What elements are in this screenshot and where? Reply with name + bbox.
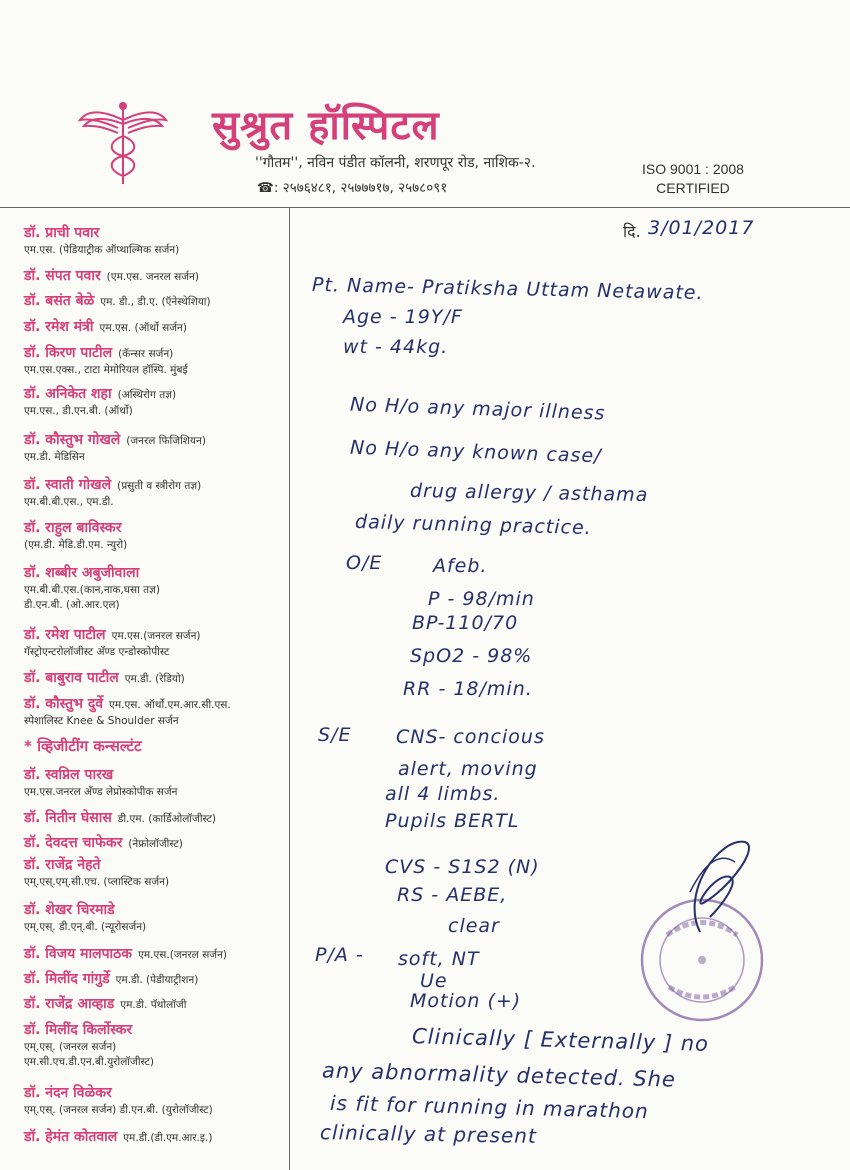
caduceus-icon bbox=[78, 98, 168, 188]
date-value: 3/01/2017 bbox=[648, 217, 755, 239]
column-divider bbox=[289, 208, 290, 1170]
doctor-entry bbox=[24, 834, 183, 850]
doctor-entry bbox=[24, 856, 169, 888]
doctor-entry bbox=[24, 669, 185, 685]
doctor-name: डॉ. मिलींद गांगुर्डे bbox=[24, 971, 110, 987]
doctor-name: डॉ. राजेंद्र आव्हाड bbox=[24, 996, 115, 1012]
doctor-entry bbox=[24, 945, 227, 961]
doctor-detail: एम्.एस्.एम्.सी.एच. (प्लास्टिक सर्जन) bbox=[24, 876, 170, 888]
doctor-name: डॉ. अनिकेत शहा bbox=[24, 386, 112, 402]
note-line: daily running practice. bbox=[354, 510, 593, 540]
doctor-name: डॉ. राजेंद्र नेहते bbox=[24, 857, 101, 873]
note-line: S/E bbox=[318, 724, 352, 746]
note-line: drug allergy / asthama bbox=[409, 479, 649, 507]
doctor-name: डॉ. मिलींद किर्लोस्कर bbox=[24, 1022, 133, 1038]
note-line: Afeb. bbox=[433, 555, 488, 577]
doctor-detail: एम.एस.एक्स., टाटा मेमोरियल हॉस्पि. मुंबई bbox=[24, 364, 188, 376]
hospital-name: सुश्रुत हॉस्पिटल bbox=[212, 103, 440, 149]
doctor-entry bbox=[24, 344, 188, 376]
doctor-name: डॉ. राहुल बाविस्कर bbox=[24, 520, 122, 536]
doctor-qualification: (जनरल फिजिशियन) bbox=[126, 435, 206, 447]
doctor-detail: एम.सी.एच.डी.एन.बी.युरोलॉजीस्ट) bbox=[24, 1055, 155, 1068]
doctor-entry bbox=[24, 476, 201, 508]
note-line: all 4 limbs. bbox=[385, 783, 501, 805]
doctor-entry bbox=[24, 519, 127, 551]
doctor-qualification: एम.डी. पॅथोलॉजी bbox=[120, 999, 187, 1011]
doctor-entry bbox=[24, 385, 176, 417]
hospital-address: ''गौतम'', नविन पंडीत कॉलनी, शरणपूर रोड, नाशिक-२. bbox=[255, 155, 536, 171]
doctor-detail: एम.बी.बी.एस.(कान,नाक,घसा तज्ञ) bbox=[24, 584, 160, 596]
doctor-name: डॉ. नितीन घेसास bbox=[24, 810, 112, 826]
doctor-entry bbox=[24, 318, 187, 334]
doctor-detail: डी.एन.बी. (ओ.आर.एल) bbox=[24, 598, 120, 611]
note-line: P/A - bbox=[315, 944, 364, 966]
phone-numbers: : २५७६४८१, २५७७७१७, २५७८०९१ bbox=[273, 180, 448, 196]
note-line: SpO2 - 98% bbox=[410, 645, 533, 667]
doctor-name: डॉ. कौस्तुभ दुर्वे bbox=[24, 696, 104, 712]
doctor-qualification: डी.एम. (कार्डिओलॉजीस्ट) bbox=[117, 813, 217, 825]
doctor-name: डॉ. शेखर चिरमाडे bbox=[24, 902, 115, 918]
hospital-phone bbox=[257, 178, 447, 196]
doctor-entry bbox=[24, 695, 231, 727]
note-line: clear bbox=[448, 915, 500, 937]
note-line: clinically at present bbox=[319, 1120, 538, 1148]
doctor-name: डॉ. स्वाती गोखले bbox=[24, 477, 112, 493]
note-line: Clinically [ Externally ] no bbox=[411, 1024, 710, 1056]
doctor-name: डॉ. रमेश मंत्री bbox=[24, 319, 94, 335]
doctor-entry bbox=[24, 431, 206, 463]
note-line: No H/o any major illness bbox=[349, 393, 606, 425]
doctor-name: डॉ. कौस्तुभ गोखले bbox=[24, 432, 121, 448]
note-line: any abnormality detected. She bbox=[321, 1058, 677, 1092]
note-line: BP-110/70 bbox=[412, 612, 519, 634]
date-label: दि. bbox=[623, 222, 641, 241]
note-line: CNS- concious bbox=[396, 726, 545, 748]
note-line: O/E bbox=[346, 552, 383, 574]
doctor-name: डॉ. शब्बीर अबुजीवाला bbox=[24, 565, 140, 581]
note-line: Age - 19Y/F bbox=[343, 306, 463, 328]
doctor-entry bbox=[24, 267, 199, 283]
doctor-entry bbox=[24, 564, 160, 610]
doctor-detail: एम.बी.बी.एस., एम.डी. bbox=[24, 496, 114, 508]
note-line: Pt. Name- Pratiksha Uttam Netawate. bbox=[311, 273, 704, 305]
doctor-detail: एम.डी. मेडिसिन bbox=[24, 451, 85, 463]
note-line: soft, NT bbox=[398, 948, 480, 970]
doctor-qualification: (नेफ्रोलॉजीस्ट) bbox=[128, 838, 183, 850]
note-line: Pupils BERTL bbox=[385, 810, 520, 832]
doctor-name: डॉ. स्वप्निल पारख bbox=[24, 767, 114, 783]
doctor-qualification: एम. डी., डी.ए. (ऍनेस्थेशिया) bbox=[100, 296, 211, 308]
note-line: alert, moving bbox=[398, 758, 538, 780]
doctor-entry bbox=[24, 1084, 213, 1116]
doctor-qualification: एम.एस. ऑर्थो.एम.आर.सी.एस. bbox=[109, 699, 231, 711]
doctor-detail: एम्.एस्. (जनरल सर्जन) डी.एन.बी. (युरोलॉजीस्ट) bbox=[24, 1104, 213, 1116]
doctor-name: डॉ. नंदन विळेकर bbox=[24, 1085, 112, 1101]
note-line: No H/o any known case/ bbox=[349, 436, 602, 468]
doctor-name: डॉ. प्राची पवार bbox=[24, 225, 100, 241]
doctor-entry bbox=[24, 224, 179, 256]
phone-icon: ☎ bbox=[257, 180, 274, 196]
doctor-signature bbox=[660, 832, 770, 942]
doctor-name: डॉ. बसंत बेळे bbox=[24, 293, 95, 309]
doctor-qualification: एम.एस. (ऑर्थो सर्जन) bbox=[99, 322, 187, 334]
doctor-qualification: एम.एस.(जनरल सर्जन) bbox=[111, 630, 201, 642]
doctor-qualification: एम.डी. (पेडीयाट्रीशन) bbox=[115, 974, 199, 986]
doctor-qualification: (प्रसुती व स्त्रीरोग तज्ञ) bbox=[117, 480, 202, 492]
doctor-qualification: एम.डी.(डी.एम.आर.इ.) bbox=[123, 1132, 213, 1144]
note-line: CVS - S1S2 (N) bbox=[385, 856, 540, 878]
doctor-detail: एम्.एस्. (जनरल सर्जन) bbox=[24, 1041, 117, 1053]
note-line: is fit for running in marathon bbox=[329, 1090, 650, 1124]
doctor-detail: एम.एस., डी.एन.बी. (ऑर्थो) bbox=[24, 405, 133, 417]
doctor-qualification: (अस्थिरोग तज्ञ) bbox=[117, 389, 177, 401]
note-line: RS - AEBE, bbox=[397, 884, 508, 906]
iso-certification bbox=[642, 160, 744, 198]
doctor-entry bbox=[24, 626, 201, 658]
doctor-qualification: (कॅन्सर सर्जन) bbox=[118, 348, 174, 360]
doctor-entry bbox=[24, 766, 177, 798]
doctor-detail: (एम.डी. मेडि.डी.एम. न्युरो) bbox=[24, 539, 128, 551]
doctor-entry bbox=[24, 901, 146, 933]
note-line: Ue bbox=[420, 970, 448, 992]
doctor-entry bbox=[24, 292, 211, 308]
note-line: Motion (+) bbox=[410, 990, 522, 1012]
doctor-qualification: एम.डी. (रेडियो) bbox=[124, 673, 185, 685]
doctor-qualification: (एम.एस. जनरल सर्जन) bbox=[106, 271, 199, 283]
doctor-detail: एम्.एस्. डी.एन्.बी. (न्यूरोसर्जन) bbox=[24, 921, 147, 933]
doctor-entry bbox=[24, 1128, 212, 1144]
header-divider bbox=[0, 207, 850, 208]
doctor-entry bbox=[24, 970, 198, 986]
doctor-name: डॉ. बाबुराव पाटील bbox=[24, 670, 119, 686]
doctor-qualification: एम.एस. (पेडियाट्रीक ऑप्थाल्मिक सर्जन) bbox=[24, 244, 180, 256]
doctor-name: डॉ. किरण पाटील bbox=[24, 345, 113, 361]
visiting-consultants-heading: * व्हिजीटींग कन्सल्टंट bbox=[24, 737, 142, 755]
doctor-name: डॉ. रमेश पाटील bbox=[24, 627, 106, 643]
iso-standard: ISO 9001 : 2008 bbox=[642, 161, 744, 177]
doctor-name: डॉ. संपत पवार bbox=[24, 268, 101, 284]
doctor-name: डॉ. देवदत्त चाफेकर bbox=[24, 835, 123, 851]
doctor-entry bbox=[24, 809, 216, 825]
doctor-entry bbox=[24, 1021, 154, 1067]
doctor-entry bbox=[24, 995, 186, 1011]
doctor-name: डॉ. हेमंत कोतवाल bbox=[24, 1129, 118, 1145]
note-line: wt - 44kg. bbox=[343, 336, 449, 358]
doctor-detail: स्पेशालिस्ट Knee & Shoulder सर्जन bbox=[24, 715, 179, 727]
note-line: P - 98/min bbox=[428, 588, 535, 610]
doctor-qualification: एम.एस.(जनरल सर्जन) bbox=[138, 949, 228, 961]
doctor-detail: गॅस्ट्रोएन्टरोलॉजीस्ट अँण्ड एन्डोस्कोपीस्ट bbox=[24, 646, 170, 658]
doctor-name: डॉ. विजय मालपाठक bbox=[24, 946, 133, 962]
iso-certified: CERTIFIED bbox=[656, 180, 730, 196]
doctor-detail: एम.एस.जनरल अँण्ड लेप्रोस्कोपीक सर्जन bbox=[24, 786, 178, 798]
note-line: RR - 18/min. bbox=[403, 678, 533, 700]
